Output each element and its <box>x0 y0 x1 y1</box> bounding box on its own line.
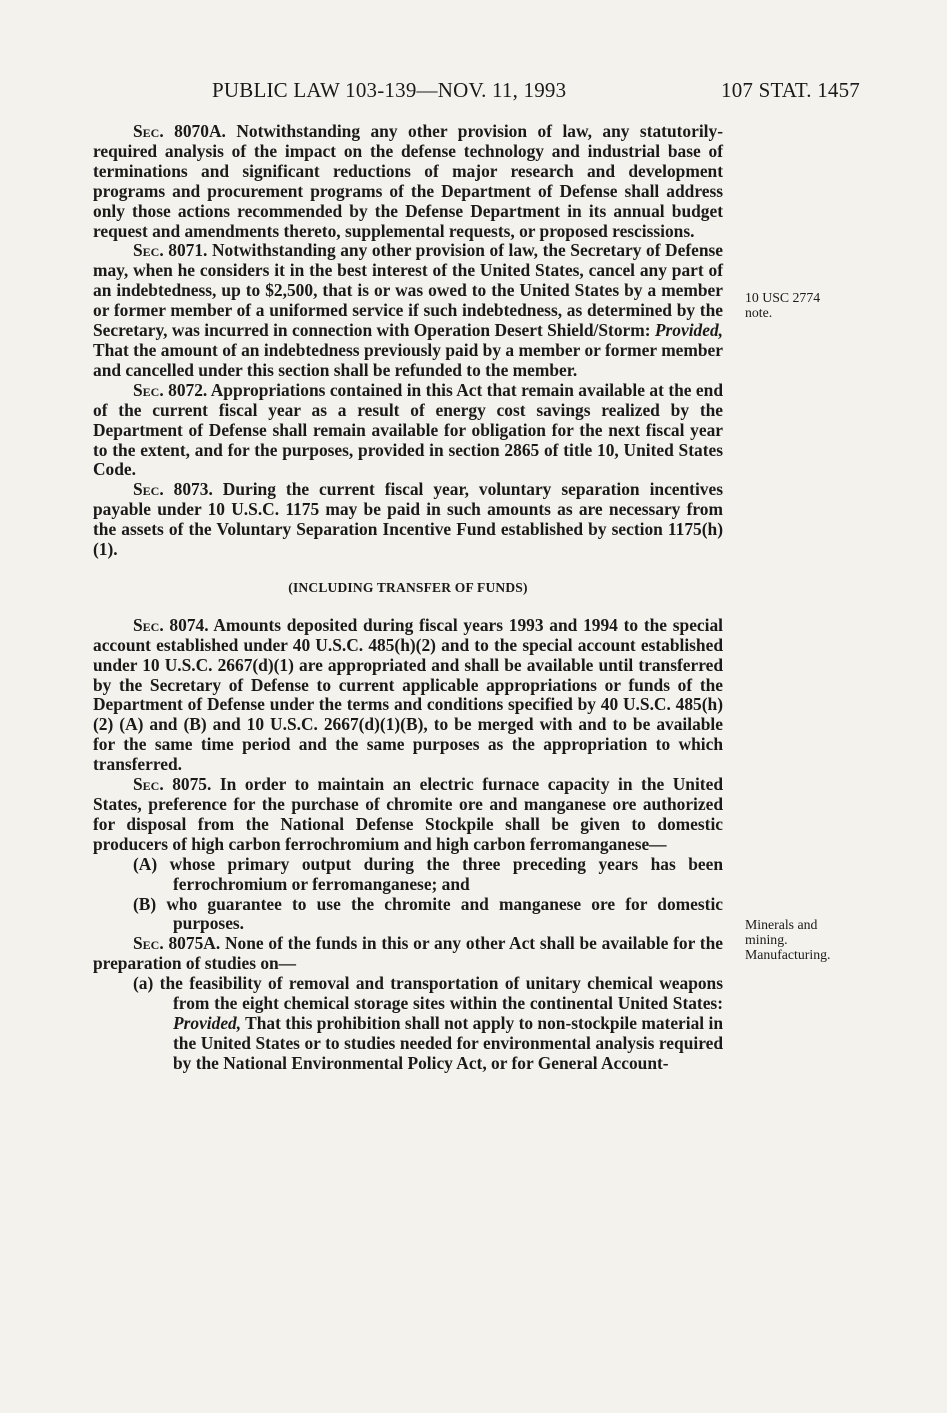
item-text: (a) the feasibility of removal and transportation of unitary chemical weapons from the eight chemical storage sites within the continental United States: <box>133 973 723 1014</box>
section-8075a <box>93 934 723 974</box>
margin-note-line: 10 USC 2774 <box>745 290 821 305</box>
section-8071 <box>93 241 723 380</box>
section-text: Notwithstanding any other provision of law, the Secretary of Defense may, when he considers it in the best interest of the United States, cancel any part of an indebtedness, up to $2,500, that is or was owed to the United States by a member or former member of a uniformed service if such indebtedness, as determined by the Secretary, was incurred in connection with Operation Desert Shield/Storm: <box>93 240 723 341</box>
provided-term: Provided, <box>654 320 723 341</box>
section-text: In order to maintain an electric furnace capacity in the United States, preference for the purchase of chromite ore and manganese ore authorized for disposal from the National Defense Stockpile shall be given to domestic producers of high carbon ferrochromium and high carbon ferromanganese— <box>93 774 723 854</box>
page-header <box>212 78 860 106</box>
section-8075-item-a: (A) whose primary output during the three preceding years has been ferrochromium or ferromanganese; and <box>133 853 723 894</box>
section-label: Sec. 8075. <box>133 774 212 795</box>
margin-note-line: Manufacturing. <box>745 947 831 962</box>
section-text: None of the funds in this or any other Act shall be available for the preparation of studies on— <box>93 933 723 974</box>
section-text-cont: That the amount of an indebtedness previously paid by a member or former member and cancelled under this section shall be refunded to the member. <box>93 339 723 380</box>
margin-note-subjects <box>745 917 885 962</box>
body-text <box>93 122 723 1074</box>
section-label: Sec. 8070A. <box>133 121 226 141</box>
provided-term: Provided, <box>173 1012 242 1033</box>
section-8074 <box>93 616 723 775</box>
section-8072 <box>93 381 723 481</box>
section-label: Sec. 8073. <box>133 479 213 500</box>
section-label: Sec. 8075A. <box>133 933 221 954</box>
section-8075 <box>93 775 723 855</box>
margin-note-line: mining. <box>745 932 788 947</box>
margin-note-line: note. <box>745 305 773 320</box>
section-text: Appropriations contained in this Act that remain available at the end of the current fiscal year as a result of energy cost savings realized by the Department of Defense shall remain available for obligation for the next fiscal year to the extent, and for the purposes, provided in section 2865 of title 10, United States Code. <box>93 379 723 480</box>
section-8075a-item-a <box>93 974 723 1074</box>
section-text: Notwithstanding any other provision of law, any statutorily-required analysis of the impact on the defense technology and industrial base of terminations and significant reductions of major research and development programs and procurement programs of the Department of Defense shall address only those actions recommended by the Defense Department in its annual budget request and amendments thereto, supplemental requests, or proposed rescissions. <box>93 121 723 241</box>
section-label: Sec. 8072. <box>133 379 208 400</box>
item-text-cont: That this prohibition shall not apply to non-stockpile material in the United States or to studies needed for environmental analysis required by the National Environmental Policy Act, or for General Account- <box>173 1012 723 1073</box>
section-text: Amounts deposited during fiscal years 1993 and 1994 to the special account established under 40 U.S.C. 485(h)(2) and to the special account established under 10 U.S.C. 2667(d)(1) are appropriated and shall be available until transferred by the Secretary of Defense to current applicable appropriations or funds of the Department of Defense under the terms and conditions specified by 40 U.S.C. 485(h)(2) (A) and (B) and 10 U.S.C. 2667(d)(1)(B), to be merged with and to be available for the same time period and the same purposes as the appropriation to which transferred. <box>93 614 724 775</box>
section-8075-item-b: (B) who guarantee to use the chromite and manganese ore for domestic purposes. <box>133 893 723 934</box>
section-label: Sec. 8074. <box>133 614 209 635</box>
margin-note-usc <box>745 290 885 320</box>
stat-page-number: 107 STAT. 1457 <box>721 78 860 102</box>
section-8073 <box>93 480 723 560</box>
section-8070a <box>93 122 723 241</box>
transfer-of-funds-heading: (INCLUDING TRANSFER OF FUNDS) <box>288 579 528 595</box>
section-label: Sec. 8071. <box>133 240 208 261</box>
margin-note-line: Minerals and <box>745 917 818 932</box>
running-title: PUBLIC LAW 103-139—NOV. 11, 1993 <box>212 78 567 102</box>
section-text: During the current fiscal year, voluntary separation incentives payable under 10 U.S.C. 1175 may be paid in such amounts as are necessary from the assets of the Voluntary Separation Incentive Fund established by section 1175(h)(1). <box>93 479 723 560</box>
